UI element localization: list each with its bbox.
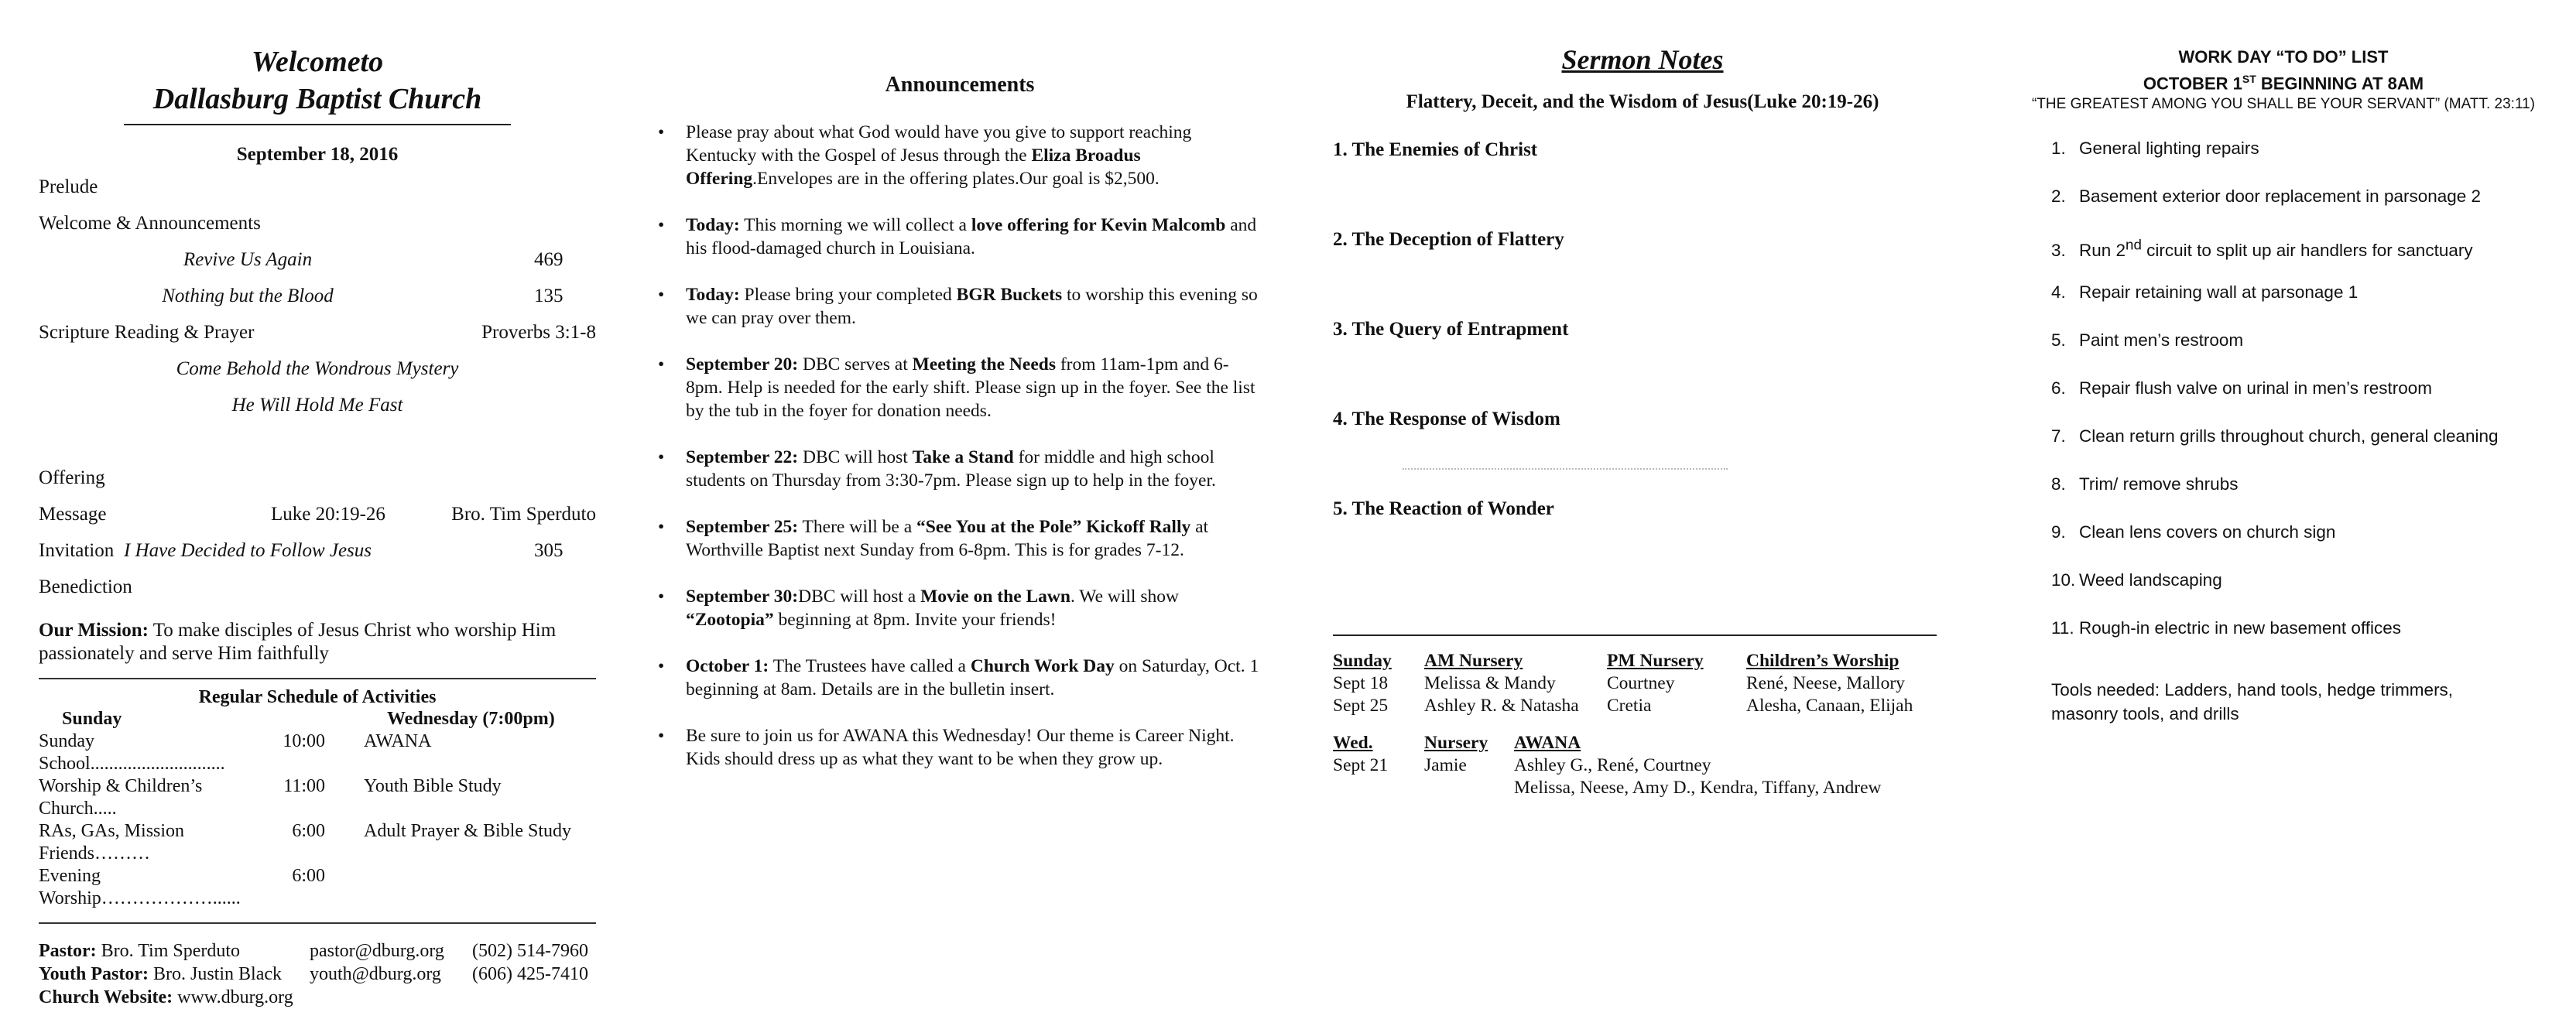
- wednesday-activity: Youth Bible Study: [364, 776, 502, 796]
- todo-text: Rough-in electric in new basement offices: [2079, 618, 2402, 638]
- nursery-row: [1333, 695, 1913, 717]
- awana-line-2: Melissa, Neese, Amy D., Kendra, Tiffany, Andrew: [1514, 778, 1882, 798]
- schedule-headers: [39, 708, 596, 730]
- todo-number: 9.: [2051, 522, 2066, 542]
- order-item: [39, 387, 596, 423]
- schedule-row: [39, 775, 596, 820]
- order-item-title: Nothing but the Blood: [162, 286, 334, 306]
- todo-item: [2051, 421, 2554, 469]
- hymn-number: 135: [534, 286, 564, 306]
- order-item-label: Scripture Reading & Prayer: [39, 322, 255, 343]
- pastor-phone: (502) 514-7960: [472, 941, 588, 961]
- order-item-detail: Proverbs 3:1-8: [481, 322, 596, 343]
- todo-text: Paint men’s restroom: [2079, 330, 2244, 351]
- awana-head: AWANA: [1514, 733, 1581, 753]
- announcement-text: September 25: There will be a “See You at the Pole” Kickoff Rally at Worthville Baptist next Sunday from 6-8pm. This is for grades 7-12.: [686, 517, 1209, 560]
- sermon-point: 2. The Deception of Flattery: [1333, 229, 1564, 250]
- todo-text: Clean return grills throughout church, general cleaning: [2079, 426, 2499, 446]
- schedule-divider-top: [39, 678, 596, 679]
- schedule-row: [39, 820, 596, 865]
- todo-text: Repair retaining wall at parsonage 1: [2079, 282, 2358, 303]
- schedule-rows: [39, 730, 596, 910]
- sunday-nursery-rows: [1333, 672, 1913, 717]
- sermon-point: 3. The Query of Entrapment: [1333, 319, 1569, 340]
- sunday-activity-name: Sunday School.............................: [39, 731, 225, 774]
- order-item-label: Offering: [39, 467, 105, 488]
- todo-item: [2051, 181, 2554, 229]
- hymn-number: 305: [534, 540, 564, 561]
- sunday-activity-time: 6:00: [292, 821, 325, 841]
- wednesday-activity: [364, 865, 596, 910]
- sunday-activity-time: 10:00: [283, 731, 325, 751]
- service-date: September 18, 2016: [236, 144, 399, 165]
- todo-number: 7.: [2051, 426, 2066, 446]
- pastor-name: Bro. Tim Sperduto: [96, 941, 241, 961]
- website-label: Church Website:: [39, 987, 173, 1007]
- faint-dotted-line: [1403, 468, 1728, 470]
- sermon-point: 4. The Response of Wisdom: [1333, 409, 1560, 429]
- church-name: Dallasburg Baptist Church: [152, 83, 482, 115]
- order-item: [39, 169, 596, 205]
- schedule-row: [39, 730, 596, 775]
- todo-text: Trim/ remove shrubs: [2079, 474, 2239, 494]
- todo-item: [2051, 373, 2554, 421]
- todo-item: [2051, 133, 2554, 181]
- todo-item: [2051, 565, 2554, 613]
- announcement-item: [658, 585, 1262, 631]
- nursery-row: [1333, 672, 1913, 695]
- wed-nursery-worker: Jamie: [1424, 755, 1467, 775]
- announcement-text: September 22: DBC will host Take a Stand for middle and high school students on Thursday from 3:30-7pm. Please sign up to help in the foyer.: [686, 447, 1216, 491]
- todo-number: 3.: [2051, 240, 2066, 260]
- youth-label: Youth Pastor:: [39, 964, 149, 984]
- todo-text: Basement exterior door replacement in parsonage 2: [2079, 186, 2482, 207]
- todo-number: 11.: [2051, 618, 2074, 638]
- sermon-notes-panel: [1325, 0, 1960, 986]
- announcement-item: [658, 515, 1262, 562]
- schedule-sunday-head: Sunday: [62, 709, 122, 729]
- wed-nursery-head: Nursery: [1424, 733, 1488, 753]
- wednesday-nursery-table: [1333, 732, 1882, 799]
- bullet-icon: •: [658, 285, 665, 305]
- order-item: [39, 351, 596, 387]
- pm-nursery-workers: Cretia: [1607, 696, 1652, 716]
- order-item: [39, 205, 596, 241]
- wed-head: Wed.: [1333, 733, 1373, 753]
- wednesday-activity: Adult Prayer & Bible Study: [364, 821, 571, 841]
- announcement-text: Today: Please bring your completed BGR Buckets to worship this evening so we can pray over them.: [686, 285, 1258, 328]
- todo-text: General lighting repairs: [2079, 139, 2259, 159]
- order-item: [39, 278, 596, 314]
- bulletin-order-panel: [39, 0, 596, 1007]
- bullet-icon: •: [658, 122, 665, 142]
- order-item: [39, 460, 596, 496]
- welcome-heading: [39, 43, 596, 118]
- todo-number: 8.: [2051, 474, 2066, 494]
- order-item-label: Message: [39, 504, 107, 525]
- sunday-activity-time: 6:00: [292, 866, 325, 886]
- work-day-time: BEGINNING AT 8AM: [2256, 74, 2424, 94]
- order-item-label: Benediction: [39, 576, 132, 597]
- sunday-activity-name: Evening Worship………………......: [39, 866, 241, 908]
- announcement-item: [658, 446, 1262, 492]
- todo-number: 4.: [2051, 282, 2066, 303]
- mission-label: Our Mission:: [39, 620, 149, 641]
- youth-name: Bro. Justin Black: [149, 964, 282, 984]
- schedule-divider-bottom: [39, 922, 596, 924]
- pastor-label: Pastor:: [39, 941, 97, 961]
- todo-item: [2051, 325, 2554, 373]
- announcements-title: Announcements: [885, 73, 1035, 97]
- todo-number: 6.: [2051, 378, 2066, 398]
- hymn-number: 469: [534, 249, 564, 270]
- order-item-label: Invitation: [39, 540, 115, 561]
- nursery-date: Sept 25: [1333, 696, 1389, 716]
- work-day-title: [2012, 46, 2554, 94]
- contacts: [39, 939, 596, 1009]
- order-item-title: He Will Hold Me Fast: [231, 395, 403, 416]
- bullet-icon: •: [658, 354, 665, 375]
- announcement-text: Please pray about what God would have you give to support reaching Kentucky with the Gospel of Jesus through the Eliza Broadus Offering.Envelopes are in the offering plates.Our goal is $2,500.: [686, 122, 1192, 189]
- todo-text: Repair flush valve on urinal in men’s restroom: [2079, 378, 2433, 398]
- am-nursery-workers: Ashley R. & Natasha: [1424, 696, 1579, 716]
- nursery-date: Sept 18: [1333, 673, 1389, 693]
- announcement-text: October 1: The Trustees have called a Church Work Day on Saturday, Oct. 1 beginning at 8am. Details are in the bulletin insert.: [686, 656, 1259, 699]
- wed-date: Sept 21: [1333, 755, 1389, 775]
- announcement-item: [658, 724, 1262, 771]
- work-day-title-line-2: [2012, 68, 2554, 94]
- awana-line-1: Ashley G., René, Courtney: [1514, 755, 1711, 775]
- todo-number: 5.: [2051, 330, 2066, 351]
- announcement-text: Be sure to join us for AWANA this Wednesday! Our theme is Career Night. Kids should dress up as what they want to be when they grow up.: [686, 726, 1235, 769]
- childrens-worship-head: Children’s Worship: [1746, 651, 1899, 671]
- announcements-panel: [658, 0, 1262, 986]
- todo-item: [2051, 277, 2554, 325]
- am-nursery-workers: Melissa & Mandy: [1424, 673, 1556, 693]
- website: www.dburg.org: [173, 987, 293, 1007]
- todo-list: [2051, 133, 2554, 661]
- todo-item: [2051, 229, 2554, 277]
- sunday-activity-name: RAs, GAs, Mission Friends………: [39, 821, 185, 864]
- announcement-text: Today: This morning we will collect a love offering for Kevin Malcomb and his flood-damaged church in Louisiana.: [686, 215, 1257, 258]
- pm-nursery-workers: Courtney: [1607, 673, 1675, 693]
- wednesday-activity: AWANA: [364, 731, 432, 751]
- order-item: [39, 496, 596, 532]
- youth-phone: (606) 425-7410: [472, 964, 588, 984]
- mission-text: To make disciples of Jesus Christ who worship Him passionately and serve Him faithfully: [39, 620, 557, 664]
- order-item-title: Come Behold the Wondrous Mystery: [176, 358, 459, 379]
- work-day-date: OCTOBER 1: [2143, 74, 2242, 94]
- sunday-nursery-header: [1333, 650, 1913, 672]
- sermon-point: 1. The Enemies of Christ: [1333, 139, 1538, 160]
- todo-text: Weed landscaping: [2079, 570, 2222, 590]
- sunday-activity-name: Worship & Children’s Church.....: [39, 776, 203, 819]
- am-nursery-head: AM Nursery: [1424, 651, 1523, 671]
- order-item-scripture: Luke 20:19-26: [271, 504, 385, 525]
- sunday-activity: [39, 820, 364, 865]
- sermon-point: 5. The Reaction of Wonder: [1333, 498, 1554, 519]
- todo-item: [2051, 517, 2554, 565]
- order-item-label: Prelude: [39, 176, 98, 197]
- wednesday-nursery-row: [1333, 754, 1882, 799]
- order-item-title: Revive Us Again: [183, 249, 313, 270]
- order-item-detail: Bro. Tim Sperduto: [451, 504, 596, 525]
- announcement-item: [658, 283, 1262, 330]
- mission-statement: [39, 619, 596, 665]
- todo-number: 2.: [2051, 186, 2066, 207]
- sunday-nursery-table: [1333, 650, 1913, 717]
- schedule-row: [39, 865, 596, 910]
- tools-needed: Tools needed: Ladders, hand tools, hedge trimmers, masonry tools, and drills: [2051, 680, 2454, 724]
- order-item: [39, 314, 596, 351]
- order-item: [39, 241, 596, 278]
- scripture-quote: “THE GREATEST AMONG YOU SHALL BE YOUR SERVANT” (MATT. 23:11): [2031, 96, 2536, 113]
- sunday-head: Sunday: [1333, 651, 1392, 671]
- announcement-item: [658, 121, 1262, 190]
- wednesday-nursery-header: [1333, 732, 1882, 754]
- youth-email: youth@dburg.org: [310, 964, 441, 984]
- childrens-worship-workers: Alesha, Canaan, Elijah: [1746, 696, 1913, 716]
- pastor-contact: [39, 939, 596, 963]
- bullet-icon: •: [658, 656, 665, 676]
- childrens-worship-workers: René, Neese, Mallory: [1746, 673, 1905, 693]
- schedule-wednesday-head: Wednesday (7:00pm): [387, 709, 555, 729]
- youth-pastor-contact: [39, 963, 596, 986]
- order-item: [39, 569, 596, 605]
- sermon-title: Sermon Notes: [1561, 44, 1724, 75]
- website-line: [39, 986, 596, 1009]
- awana-workers: [1514, 754, 1882, 799]
- bullet-icon: •: [658, 447, 665, 467]
- todo-item: [2051, 469, 2554, 517]
- work-day-panel: [2012, 0, 2554, 986]
- heading-divider: [124, 124, 511, 125]
- order-item: [39, 423, 596, 460]
- todo-item: [2051, 613, 2554, 661]
- todo-text: Clean lens covers on church sign: [2079, 522, 2336, 542]
- schedule-title: Regular Schedule of Activities: [198, 687, 437, 707]
- announcement-text: September 30:DBC will host a Movie on the Lawn. We will show “Zootopia” beginning at 8pm. Invite your friends!: [686, 587, 1179, 630]
- todo-text: Run 2nd circuit to split up air handlers for sanctuary: [2079, 236, 2473, 260]
- bullet-icon: •: [658, 517, 665, 537]
- sermon-subtitle: Flattery, Deceit, and the Wisdom of Jesus(Luke 20:19-26): [1406, 91, 1879, 112]
- order-item-label: Welcome & Announcements: [39, 213, 261, 234]
- order-of-worship: [39, 169, 596, 605]
- announcement-item: [658, 214, 1262, 260]
- nursery-divider: [1333, 634, 1937, 636]
- welcome-line-1: Welcometo: [251, 46, 384, 78]
- bullet-icon: •: [658, 215, 665, 235]
- bullet-icon: •: [658, 587, 665, 607]
- work-day-date-suffix: ST: [2242, 73, 2256, 85]
- todo-number: 10.: [2051, 570, 2076, 590]
- announcement-item: [658, 353, 1262, 422]
- announcement-text: September 20: DBC serves at Meeting the Needs from 11am-1pm and 6-8pm. Help is needed for the early shift. Please sign up in the foyer. See the list by the tub in the foyer for donation needs.: [686, 354, 1255, 421]
- work-day-title-line-1: WORK DAY “TO DO” LIST: [2178, 47, 2389, 67]
- sunday-activity: [39, 775, 364, 820]
- todo-number: 1.: [2051, 139, 2066, 159]
- announcement-item: [658, 655, 1262, 701]
- pastor-email: pastor@dburg.org: [310, 941, 444, 961]
- order-item: [39, 532, 596, 569]
- bullet-icon: •: [658, 726, 665, 746]
- sunday-activity: [39, 730, 364, 775]
- sunday-activity-time: 11:00: [283, 776, 325, 796]
- announcements-list: [658, 121, 1262, 771]
- pm-nursery-head: PM Nursery: [1607, 651, 1704, 671]
- order-item-title: I Have Decided to Follow Jesus: [123, 540, 372, 561]
- sunday-activity: [39, 865, 364, 910]
